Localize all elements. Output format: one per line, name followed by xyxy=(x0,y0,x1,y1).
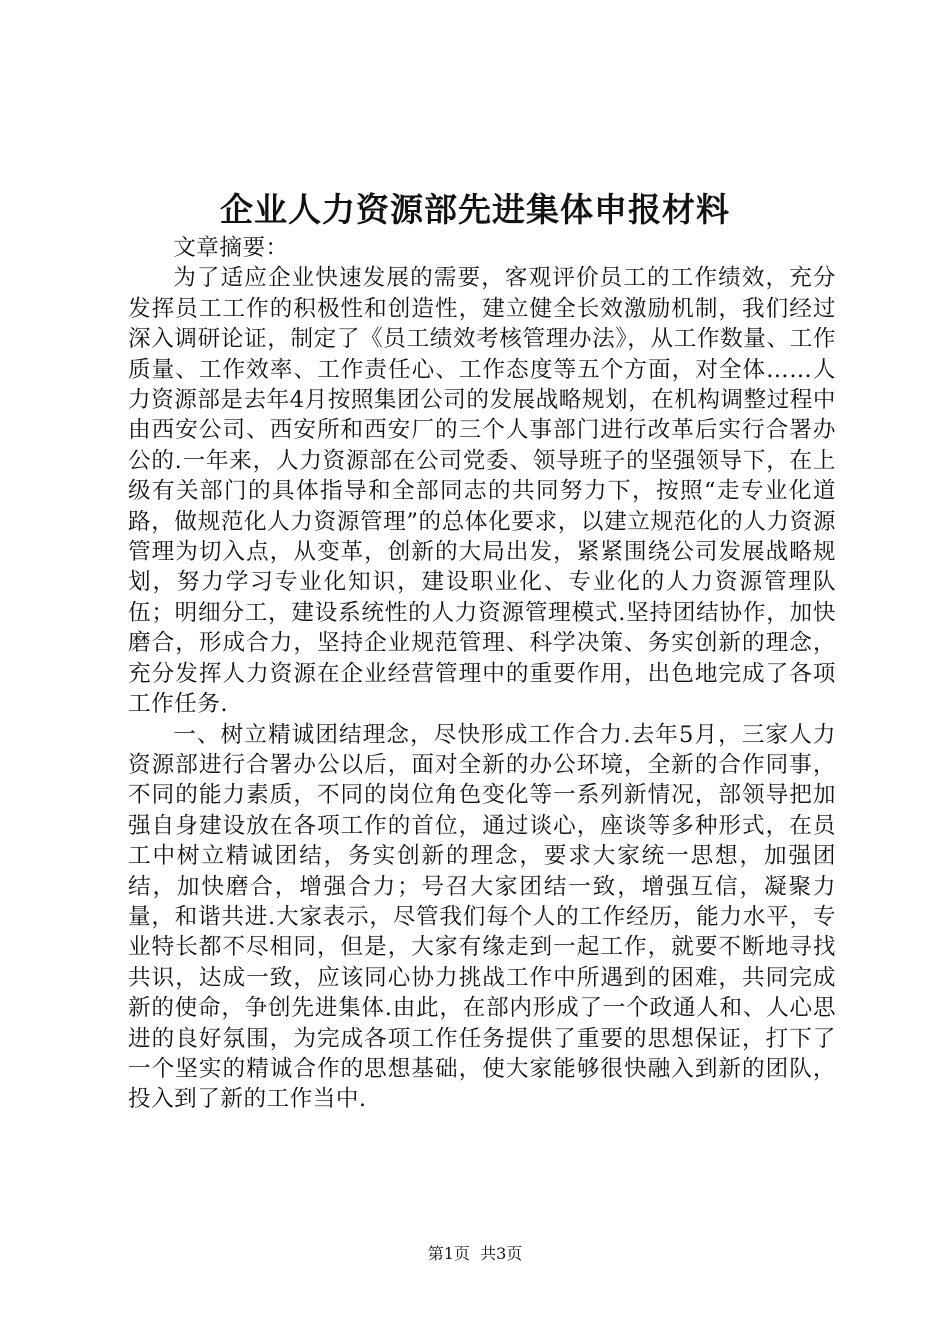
document-title: 企业人力资源部先进集体申报材料 xyxy=(220,190,730,229)
abstract-label: 文章摘要： xyxy=(173,235,289,261)
document-body xyxy=(128,233,836,1115)
page-total: 共3页 xyxy=(480,1244,523,1263)
abstract-paragraph: 为了适应企业快速发展的需要，客观评价员工的工作绩效，充分发挥员工工作的积极性和创造性，建立健全长效激励机制，我们经过深入调研论证，制定了《员工绩效考核管理办法》，从工作数量、工作质量、工作效率、工作责任心、工作态度等五个方面，对全体……人力资源部是去年4月按照集团公司的发展战略规划，在机构调整过程中由西安公司、西安所和西安厂的三个人事部门进行改革后实行合署办公的.一年来，人力资源部在公司党委、领导班子的坚强领导下，在上级有关部门的具体指导和全部同志的共同努力下，按照“走专业化道路，做规范化人力资源管理”的总体化要求，以建立规范化的人力资源管理为切入点，从变革，创新的大局出发，紧紧围绕公司发展战略规划，努力学习专业化知识，建设职业化、专业化的人力资源管理队伍；明细分工，建设系统性的人力资源管理模式.坚持团结协作，加快磨合，形成合力，坚持企业规范管理、科学决策、务实创新的理念，充分发挥人力资源在企业经营管理中的重要作用，出色地完成了各项工作任务. xyxy=(128,265,836,718)
page-footer xyxy=(0,1243,950,1265)
section-one-paragraph: 一、树立精诚团结理念，尽快形成工作合力.去年5月，三家人力资源部进行合署办公以后，面对全新的办公环境，全新的合作同事，不同的能力素质，不同的岗位角色变化等一系列新情况，部领导把加强自身建设放在各项工作的首位，通过谈心，座谈等多种形式，在员工中树立精诚团结，务实创新的理念，要求大家统一思想，加强团结，加快磨合，增强合力；号召大家团结一致，增强互信，凝聚力量，和谐共进.大家表示，尽管我们每个人的工作经历，能力水平，专业特长都不尽相同，但是，大家有缘走到一起工作，就要不断地寻找共识，达成一致，应该同心协力挑战工作中所遇到的困难，共同完成新的使命，争创先进集体.由此，在部内形成了一个政通人和、人心思进的良好氛围，为完成各项工作任务提供了重要的思想保证，打下了一个坚实的精诚合作的思想基础，使大家能够很快融入到新的团队，投入到了新的工作当中. xyxy=(128,721,836,1113)
page-number: 第1页 xyxy=(427,1244,470,1263)
